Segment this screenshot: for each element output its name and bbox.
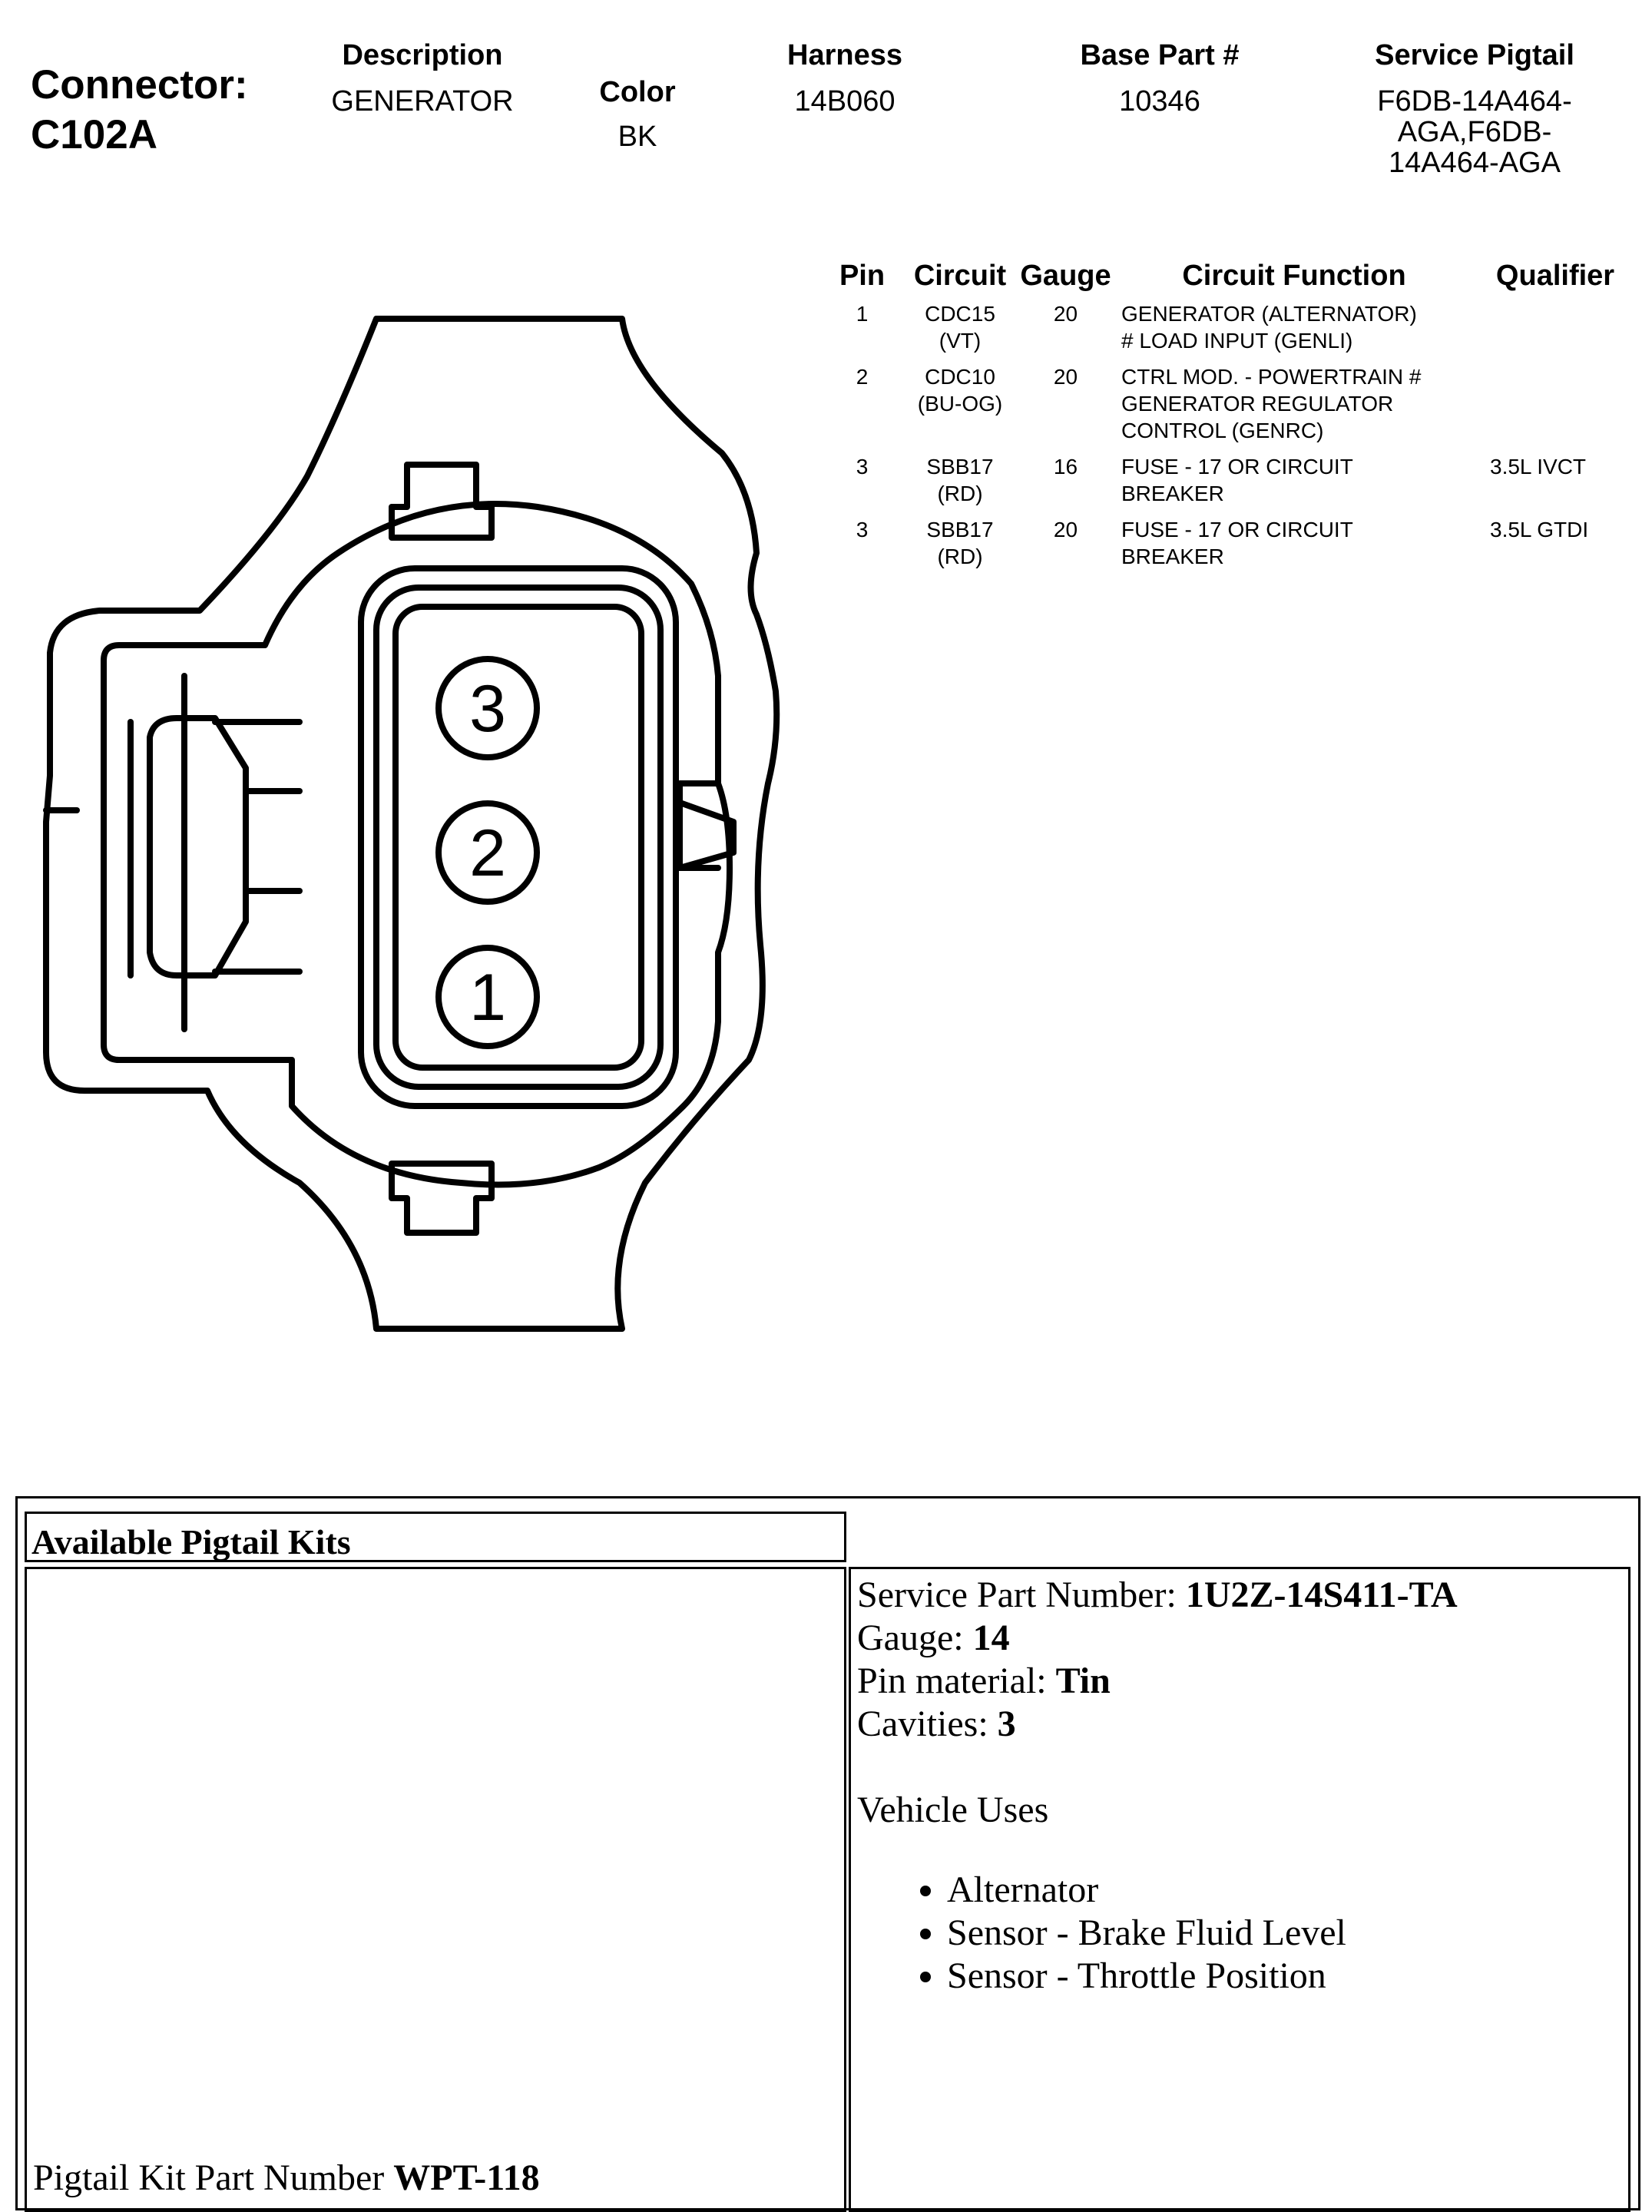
function-line: CONTROL (GENRC) — [1121, 419, 1324, 442]
pigtail-kit-details — [849, 1567, 1630, 2212]
cell-function — [1114, 300, 1475, 363]
cavity-label-3: 3 — [469, 672, 506, 746]
kit-gauge-value: 14 — [972, 1618, 1010, 1658]
header-base-part — [1052, 40, 1267, 117]
connector-title — [31, 60, 248, 160]
pin-table-header — [822, 263, 1636, 300]
vehicle-uses-list — [851, 1869, 1628, 1998]
header-harness — [737, 40, 952, 117]
function-line: GENERATOR (ALTERNATOR) — [1121, 302, 1417, 326]
pigtail-kits-heading-spacer — [849, 1512, 1630, 1562]
cavity-label-2: 2 — [469, 816, 506, 890]
table-row — [822, 453, 1636, 516]
circuit-id: SBB17 — [926, 518, 994, 541]
kit-part-value: WPT-118 — [393, 2157, 540, 2198]
kit-gauge — [857, 1617, 1628, 1660]
col-circuit: Circuit — [913, 260, 1007, 292]
base-part-label: Base Part # — [1080, 39, 1240, 71]
cell-gauge: 20 — [1053, 518, 1078, 541]
col-function: Circuit Function — [1182, 260, 1406, 292]
circuit-color: (RD) — [937, 482, 983, 505]
cell-pin: 2 — [856, 365, 869, 389]
table-row — [822, 300, 1636, 363]
function-line: CTRL MOD. - POWERTRAIN # — [1121, 365, 1422, 389]
function-line: # LOAD INPUT (GENLI) — [1121, 329, 1353, 353]
header-color — [568, 77, 707, 152]
col-qualifier: Qualifier — [1495, 260, 1615, 292]
circuit-id: CDC10 — [925, 365, 995, 389]
connector-id: C102A — [31, 112, 157, 157]
cell-pin: 3 — [856, 455, 869, 478]
color-value: BK — [617, 121, 657, 153]
cell-gauge: 16 — [1053, 455, 1078, 478]
cavity-frame-inner — [396, 607, 641, 1068]
circuit-id: SBB17 — [926, 455, 994, 478]
service-pigtail-line: AGA,F6DB- — [1397, 116, 1552, 148]
cavity-frame-middle — [376, 588, 660, 1087]
circuit-color: (BU-OG) — [917, 392, 1003, 416]
service-part-number — [857, 1574, 1628, 1617]
cell-function — [1114, 363, 1475, 453]
col-gauge: Gauge — [1020, 260, 1111, 292]
harness-label: Harness — [787, 39, 902, 71]
cavities-value: 3 — [997, 1704, 1016, 1744]
color-label: Color — [599, 76, 676, 108]
cell-circuit — [902, 516, 1018, 579]
service-pigtail-value — [1336, 86, 1613, 178]
list-item: • Sensor - Throttle Position — [947, 1955, 1628, 1998]
cell-circuit — [902, 363, 1018, 453]
pin-material-label: Pin material: — [857, 1661, 1056, 1701]
pigtail-kit-image-cell — [25, 1567, 846, 2212]
function-line: GENERATOR REGULATOR — [1121, 392, 1394, 416]
function-line: FUSE - 17 OR CIRCUIT — [1121, 518, 1353, 541]
connector-label: Connector: — [31, 62, 248, 108]
key-right — [680, 783, 718, 868]
function-line: FUSE - 17 OR CIRCUIT — [1121, 455, 1353, 478]
service-pigtail-line: 14A464-AGA — [1389, 147, 1561, 179]
list-item: • Alternator — [947, 1869, 1628, 1912]
cell-qualifier: 3.5L GTDI — [1490, 518, 1589, 541]
cell-pin: 1 — [856, 302, 869, 326]
cavity-label-1: 1 — [469, 961, 506, 1035]
cell-circuit — [902, 453, 1018, 516]
cell-gauge: 20 — [1053, 365, 1078, 389]
cell-gauge: 20 — [1053, 302, 1078, 326]
cell-function — [1114, 453, 1475, 516]
kit-part-number — [33, 2157, 540, 2199]
header-service-pigtail — [1336, 40, 1613, 178]
cell-qualifier: 3.5L IVCT — [1490, 455, 1587, 478]
table-row — [822, 516, 1636, 579]
pigtail-kits-heading: Available Pigtail Kits — [25, 1512, 846, 1562]
service-pigtail-line: F6DB-14A464- — [1377, 85, 1572, 118]
cavities — [857, 1703, 1628, 1746]
service-part-value: 1U2Z-14S411-TA — [1185, 1575, 1458, 1615]
table-row — [822, 363, 1636, 453]
function-line: BREAKER — [1121, 482, 1224, 505]
col-pin: Pin — [839, 260, 886, 292]
list-item: • Sensor - Brake Fluid Level — [947, 1912, 1628, 1955]
cavities-label: Cavities: — [857, 1704, 998, 1744]
service-pigtail-label: Service Pigtail — [1375, 39, 1574, 71]
circuit-color: (RD) — [937, 545, 983, 568]
circuit-color: (VT) — [939, 329, 982, 353]
vehicle-uses-label: Vehicle Uses — [857, 1790, 1049, 1830]
circuit-id: CDC15 — [925, 302, 995, 326]
cell-circuit — [902, 300, 1018, 363]
pin-material — [857, 1660, 1628, 1703]
pin-table — [822, 260, 1636, 579]
connector-face-diagram — [0, 292, 791, 1398]
cell-qualifier — [1475, 363, 1636, 453]
description-label: Description — [342, 39, 503, 71]
cell-pin: 3 — [856, 518, 869, 541]
latch-shape — [150, 718, 246, 975]
pin-material-value: Tin — [1055, 1661, 1111, 1701]
cell-qualifier — [1475, 300, 1636, 363]
tab-top — [392, 465, 492, 538]
base-part-value: 10346 — [1119, 85, 1200, 118]
cavity-frame-outer — [361, 568, 676, 1106]
harness-value: 14B060 — [794, 85, 896, 118]
kit-gauge-label: Gauge: — [857, 1618, 973, 1658]
cell-function — [1114, 516, 1475, 579]
kit-part-label: Pigtail Kit Part Number — [33, 2157, 394, 2198]
description-value: GENERATOR — [331, 85, 514, 118]
service-part-label: Service Part Number: — [857, 1575, 1186, 1615]
function-line: BREAKER — [1121, 545, 1224, 568]
header-description — [300, 40, 545, 117]
